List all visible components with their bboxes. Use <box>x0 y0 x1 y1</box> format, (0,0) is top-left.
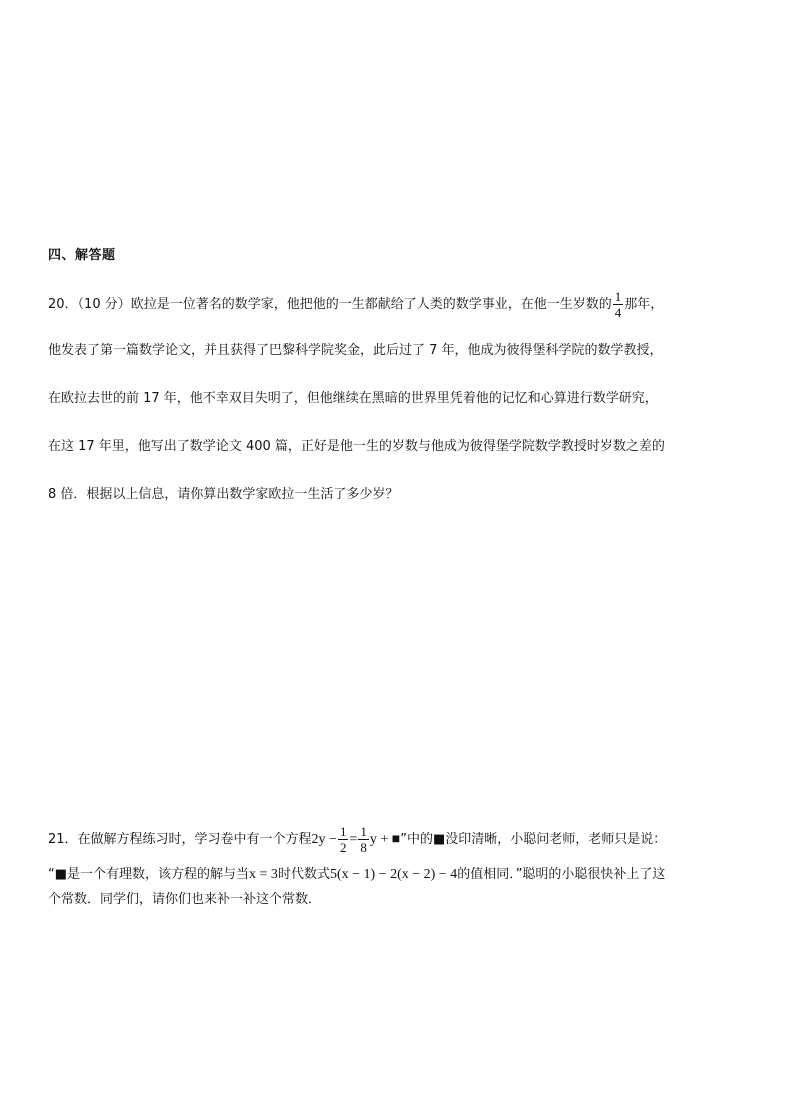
q20-line-4: 在这 17 年里，他写出了数学论文 400 篇，正好是他一生的岁数与他成为彼得堡学院数学教授时岁数之差的 <box>48 439 665 454</box>
q21-text-1b: ”中的■没印清晰，小聪问老师，老师只是说： <box>400 832 667 847</box>
q21-fraction-1-denominator: 2 <box>339 840 347 855</box>
q21-line-3: 个常数．同学们，请你们也来补一补这个常数． <box>48 892 322 907</box>
q21-text-2c: 的值相同．”聪明的小聪很快补上了这 <box>457 867 666 882</box>
q21-fraction-1 <box>338 824 349 855</box>
q21-fraction-2-denominator: 8 <box>360 840 367 855</box>
q21-fraction-2 <box>358 824 369 855</box>
q21-text-2a: “■是一个有理数，该方程的解与当 <box>48 867 250 882</box>
q20-text-1b: 那年， <box>624 297 664 312</box>
q21-text-2b: 时代数式 <box>277 867 330 882</box>
q20-line-1 <box>48 289 663 320</box>
q21-math-x-equals-3: x = 3 <box>249 867 278 882</box>
q21-math-expression: 5(x − 1) − 2(x − 2) − 4 <box>329 867 458 882</box>
q21-equation-part-b: y + ■ <box>369 832 401 847</box>
q20-fraction-numerator: 1 <box>614 289 622 304</box>
q21-line-1 <box>48 824 666 855</box>
q20-line-5: 8 倍．根据以上信息，请你算出数学家欧拉一生活了多少岁？ <box>48 487 399 502</box>
q20-fraction-denominator: 4 <box>614 305 622 320</box>
q21-fraction-2-numerator: 1 <box>360 824 367 839</box>
q20-text-1a: 20．（10 分）欧拉是一位著名的数学家，他把他的一生都献给了人类的数学事业，在他一生岁数的 <box>48 297 612 312</box>
q21-equation-part-a: 2y − <box>311 832 337 847</box>
q20-line-3: 在欧拉去世的前 17 年，他不幸双目失明了，但他继续在黑暗的世界里凭着他的记忆和心算进行数学研究， <box>48 391 658 406</box>
q20-line-2: 他发表了第一篇数学论文，并且获得了巴黎科学院奖金，此后过了 7 年，他成为彼得堡科学院的数学教授， <box>48 343 663 358</box>
q21-equals-sign: = <box>349 832 358 847</box>
q21-fraction-1-numerator: 1 <box>339 824 347 839</box>
section-title: 四、解答题 <box>48 248 116 263</box>
q20-fraction <box>613 289 624 320</box>
q21-line-2 <box>48 866 665 884</box>
q21-text-1a: 21．在做解方程练习时，学习卷中有一个方程 <box>48 832 312 847</box>
